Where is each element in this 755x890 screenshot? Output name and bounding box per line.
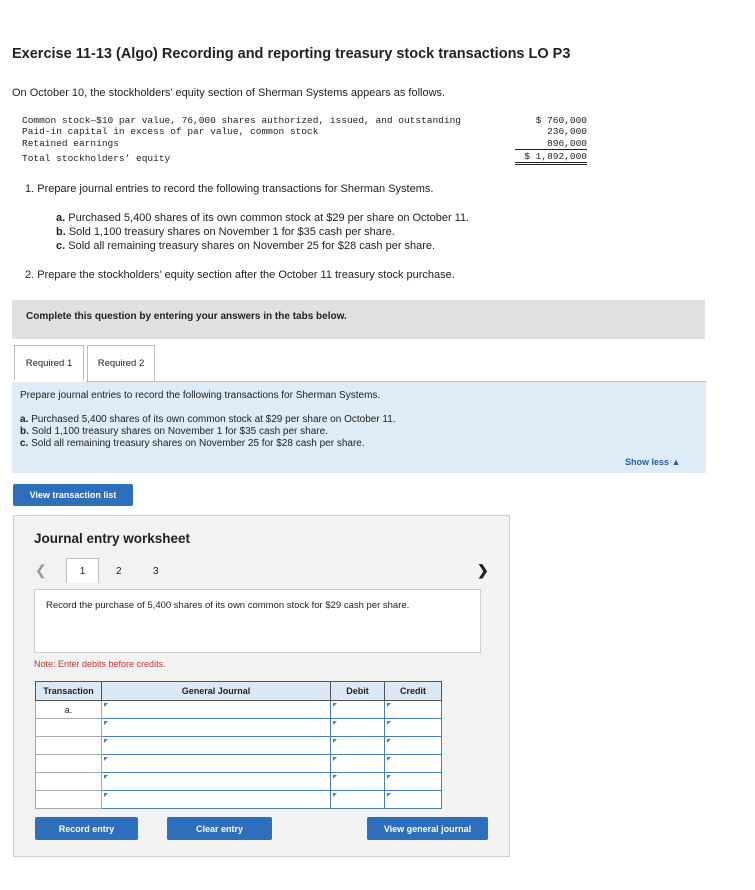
instruction-item-b-text: Sold 1,100 treasury shares on November 1 for $35 cash per share.	[28, 426, 328, 437]
general-journal-input[interactable]	[102, 755, 331, 773]
debit-input[interactable]	[331, 791, 385, 809]
triangle-up-icon: ▲	[671, 457, 681, 467]
general-journal-input[interactable]	[102, 737, 331, 755]
transaction-cell	[36, 791, 102, 809]
credit-input[interactable]	[385, 773, 442, 791]
instruction-item-c-text: Sold all remaining treasury shares on November 25 for $28 cash per share.	[28, 438, 365, 449]
question-item-c	[56, 240, 435, 252]
question-item-c-text: Sold all remaining treasury shares on November 25 for $28 cash per share.	[68, 240, 436, 252]
worksheet-page-2[interactable]: 2	[116, 566, 122, 577]
credit-input[interactable]	[385, 755, 442, 773]
instruction-item-a-letter: a.	[20, 414, 29, 425]
journal-table	[35, 681, 442, 809]
chevron-right-icon[interactable]: ❯	[477, 562, 489, 578]
worksheet-title: Journal entry worksheet	[34, 531, 191, 546]
credit-input[interactable]	[385, 701, 442, 719]
equity-value-common-stock: $ 760,000	[535, 115, 587, 126]
equity-label-retained-earnings: Retained earnings	[22, 138, 119, 149]
page-title: Exercise 11-13 (Algo) Recording and reporting treasury stock transactions LO P3	[12, 46, 571, 62]
clear-entry-button[interactable]: Clear entry	[167, 817, 272, 840]
table-row	[36, 755, 442, 773]
question-item-a-text: Purchased 5,400 shares of its own common stock at $29 per share on October 11.	[68, 212, 470, 224]
debit-input[interactable]	[331, 701, 385, 719]
record-entry-button[interactable]: Record entry	[35, 817, 138, 840]
table-row	[36, 701, 442, 719]
table-row	[36, 737, 442, 755]
worksheet-page-1[interactable]: 1	[66, 558, 99, 583]
general-journal-input[interactable]	[102, 719, 331, 737]
column-header-general-journal: General Journal	[102, 682, 331, 701]
column-header-debit: Debit	[331, 682, 385, 701]
note-text: Note: Enter debits before credits.	[34, 659, 166, 669]
table-row	[36, 791, 442, 809]
show-less-link[interactable]	[625, 457, 680, 467]
general-journal-input[interactable]	[102, 791, 331, 809]
general-journal-input[interactable]	[102, 701, 331, 719]
view-general-journal-button[interactable]: View general journal	[367, 817, 488, 840]
question-item-b-letter: b.	[56, 226, 66, 238]
equity-label-common-stock: Common stock—$10 par value, 76,000 shares authorized, issued, and outstanding	[22, 115, 461, 126]
instruction-intro: Prepare journal entries to record the following transactions for Sherman Systems.	[20, 390, 381, 401]
show-less-label: Show less	[625, 457, 670, 467]
instruction-item-b	[20, 426, 328, 437]
transaction-cell	[36, 737, 102, 755]
equity-value-total: $ 1,892,000	[515, 151, 587, 165]
transaction-cell	[36, 773, 102, 791]
tab-required-1[interactable]: Required 1	[14, 345, 84, 381]
question-item-a-letter: a.	[56, 212, 66, 224]
question-item-b-text: Sold 1,100 treasury shares on November 1 for $35 cash per share.	[68, 226, 395, 238]
credit-input[interactable]	[385, 791, 442, 809]
debit-input[interactable]	[331, 755, 385, 773]
instruction-item-a	[20, 414, 396, 425]
table-row	[36, 773, 442, 791]
instruction-item-c-letter: c.	[20, 438, 29, 449]
general-journal-input[interactable]	[102, 773, 331, 791]
credit-input[interactable]	[385, 737, 442, 755]
question-item-b	[56, 226, 395, 238]
credit-input[interactable]	[385, 719, 442, 737]
instruction-item-a-text: Purchased 5,400 shares of its own common stock at $29 per share on October 11.	[28, 414, 396, 425]
column-header-credit: Credit	[385, 682, 442, 701]
transaction-description: Record the purchase of 5,400 shares of its own common stock for $29 cash per share.	[46, 600, 410, 611]
question-item-c-letter: c.	[56, 240, 66, 252]
equity-value-retained-earnings: 896,000	[515, 138, 587, 150]
instruction-item-c	[20, 438, 365, 449]
debit-input[interactable]	[331, 737, 385, 755]
tab-required-2[interactable]: Required 2	[87, 345, 155, 381]
equity-label-paid-in-capital: Paid-in capital in excess of par value, common stock	[22, 126, 319, 137]
table-row	[36, 719, 442, 737]
view-transaction-list-button[interactable]: View transaction list	[13, 484, 133, 506]
debit-input[interactable]	[331, 773, 385, 791]
worksheet-page-3[interactable]: 3	[153, 566, 159, 577]
transaction-cell: a.	[36, 701, 102, 719]
column-header-transaction: Transaction	[36, 682, 102, 701]
question-1: 1. Prepare journal entries to record the following transactions for Sherman Systems.	[25, 183, 434, 195]
equity-value-paid-in-capital: 236,000	[547, 126, 587, 137]
debit-input[interactable]	[331, 719, 385, 737]
instruction-banner-text: Complete this question by entering your answers in the tabs below.	[26, 311, 347, 322]
transaction-cell	[36, 719, 102, 737]
question-2: 2. Prepare the stockholders’ equity section after the October 11 treasury stock purchase.	[25, 269, 455, 281]
question-item-a	[56, 212, 469, 224]
instruction-item-b-letter: b.	[20, 426, 29, 437]
chevron-left-icon[interactable]: ❮	[35, 562, 47, 578]
intro-text: On October 10, the stockholders’ equity section of Sherman Systems appears as follows.	[12, 87, 446, 99]
equity-label-total: Total stockholders’ equity	[22, 153, 171, 164]
transaction-cell	[36, 755, 102, 773]
